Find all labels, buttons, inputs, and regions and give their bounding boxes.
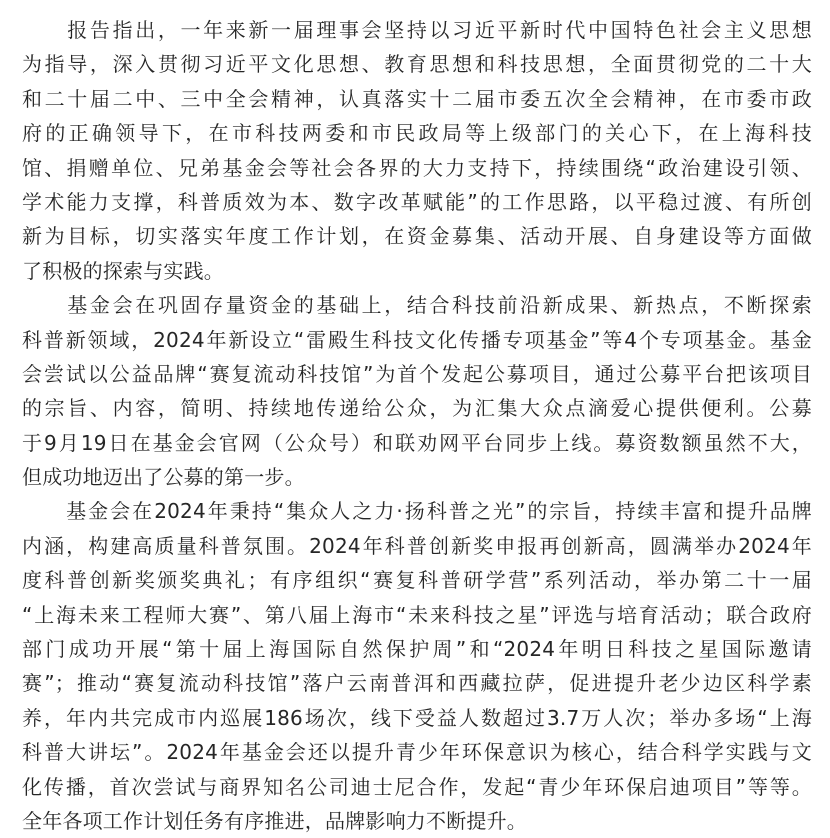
text-line: 但成功地迈出了公募的第一步。 <box>22 465 305 490</box>
text-line: 为指导，深入贯彻习近平文化思想、教育思想和科技思想，全面贯彻党的二十大 <box>22 52 812 77</box>
text-line: 化传播，首次尝试与商界知名公司迪士尼合作，发起“青少年环保启迪项目”等等。 <box>22 774 812 799</box>
paragraph-activities <box>22 494 812 838</box>
text-line: 基金会在巩固存量资金的基础上，结合科技前沿新成果、新热点，不断探索 <box>22 293 812 318</box>
text-line: 馆、捐赠单位、兄弟基金会等社会各界的大力支持下，持续围绕“政治建设引领、 <box>22 155 812 180</box>
text-line: 部门成功开展“第十届上海国际自然保护周”和“2024年明日科技之星国际邀请 <box>22 637 812 662</box>
paragraph-report-summary <box>22 13 812 288</box>
text-line: 学术能力支撑，科普质效为本、数字改革赋能”的工作思路，以平稳过渡、有所创 <box>22 189 812 214</box>
text-line: 度科普创新奖颁奖典礼；有序组织“赛复科普研学营”系列活动，举办第二十一届 <box>22 568 812 593</box>
text-line: 赛”；推动“赛复流动科技馆”落户云南普洱和西藏拉萨，促进提升老少边区科学素 <box>22 671 812 696</box>
text-line: 全年各项工作计划任务有序推进，品牌影响力不断提升。 <box>22 808 527 833</box>
text-line: 和二十届二中、三中全会精神，认真落实十二届市委五次全会精神，在市委市政 <box>22 86 812 111</box>
text-line: 于9月19日在基金会官网（公众号）和联劝网平台同步上线。募资数额虽然不大， <box>22 430 812 455</box>
text-line: 内涵，构建高质量科普氛围。2024年科普创新奖申报再创新高，圆满举办2024年 <box>22 533 812 558</box>
text-line: 会尝试以公益品牌“赛复流动科技馆”为首个发起公募项目，通过公募平台把该项目 <box>22 361 812 386</box>
paragraph-fundraising <box>22 288 812 494</box>
text-line: 的宗旨、内容，简明、持续地传递给公众，为汇集大众点滴爱心提供便利。公募 <box>22 396 812 421</box>
text-line: 养，年内共完成市内巡展186场次，线下受益人数超过3.7万人次；举办多场“上海 <box>22 705 812 730</box>
text-line: “上海未来工程师大赛”、第八届上海市“未来科技之星”评选与培育活动；联合政府 <box>22 602 812 627</box>
text-line: 报告指出，一年来新一届理事会坚持以习近平新时代中国特色社会主义思想 <box>22 18 812 42</box>
text-line: 科普大讲坛”。2024年基金会还以提升青少年环保意识为核心，结合科学实践与文 <box>22 740 812 765</box>
text-line: 科普新领域，2024年新设立“雷殿生科技文化传播专项基金”等4个专项基金。基金 <box>22 327 812 352</box>
text-line: 新为目标，切实落实年度工作计划，在资金募集、活动开展、自身建设等方面做 <box>22 224 812 249</box>
text-line: 府的正确领导下，在市科技两委和市民政局等上级部门的关心下，在上海科技 <box>22 121 812 146</box>
text-line: 了积极的探索与实践。 <box>22 258 224 283</box>
text-line: 基金会在2024年秉持“集众人之力·扬科普之光”的宗旨，持续丰富和提升品牌 <box>22 499 812 524</box>
